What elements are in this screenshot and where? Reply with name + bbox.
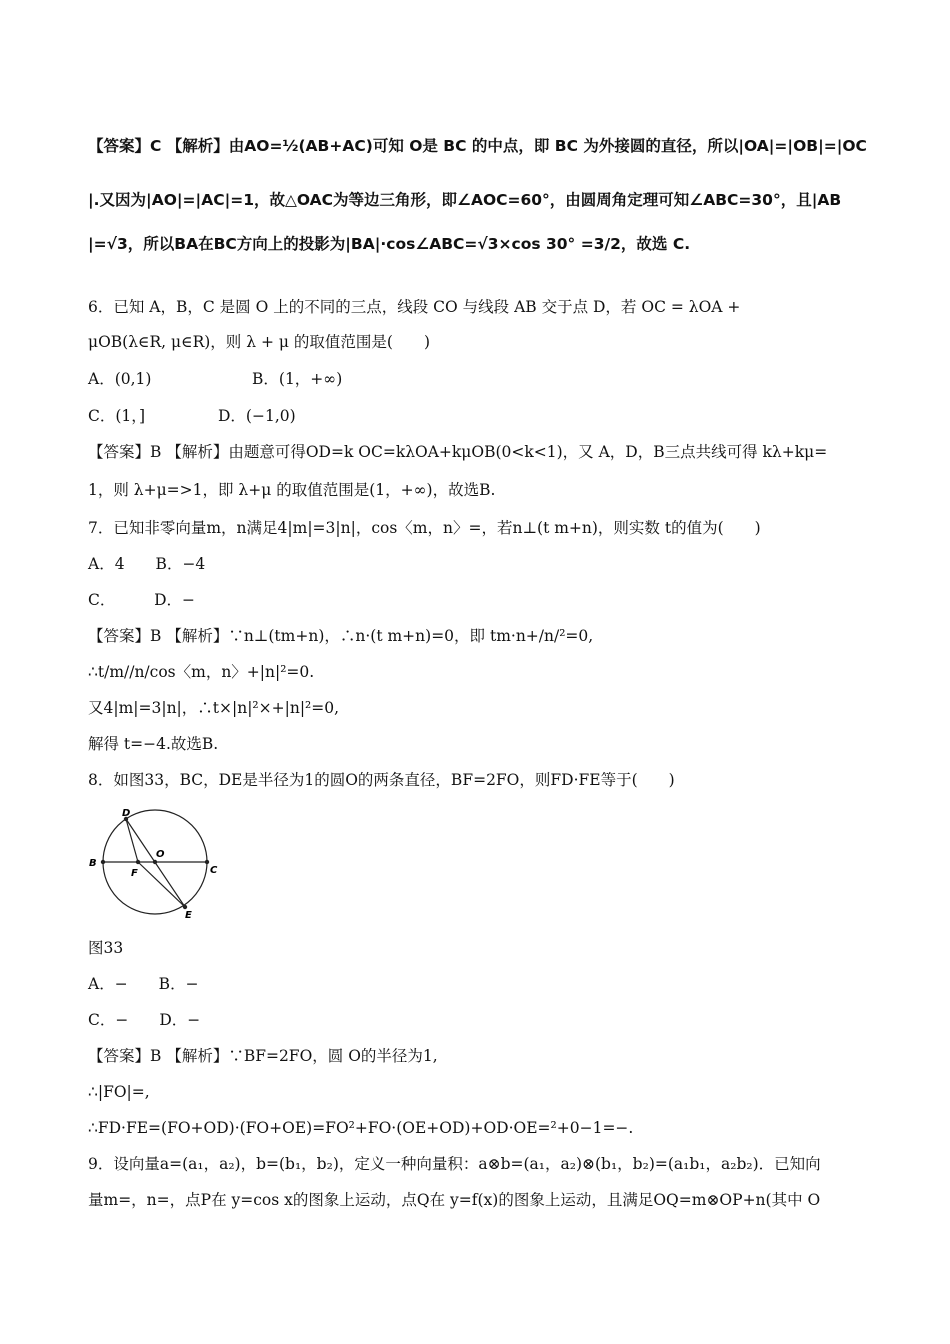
q6-stem-line-1: 6．已知 A，B，C 是圆 O 上的不同的三点，线段 CO 与线段 AB 交于点 D，若 OC = λOA + [88, 298, 741, 316]
segment-fd [126, 819, 138, 862]
q7-stem: 7．已知非零向量m，n满足4|m|=3|n|，cos〈m，n〉=，若n⊥(t m+n)，则实数 t的值为( ) [88, 519, 761, 537]
point-o [153, 860, 157, 864]
q5-answer-line-1: 【答案】C 【解析】由AO=½(AB+AC)可知 O是 BC 的中点，即 BC 为外接圆的直径，所以|OA|=|OB|=|OC [88, 137, 867, 155]
q7-answer-line-3: 又4|m|=3|n|，∴t×|n|²×+|n|²=0, [88, 699, 340, 717]
q7-answer-line-2: ∴t/m//n/cos〈m，n〉+|n|²=0. [88, 663, 315, 681]
figure-caption: 图33 [88, 939, 124, 957]
q8-options-cd: C．− D．− [88, 1011, 201, 1029]
q8-answer-line-1: 【答案】B 【解析】∵BF=2FO，圆 O的半径为1, [88, 1047, 438, 1065]
q9-stem-line-1: 9．设向量a=(a₁，a₂)，b=(b₁，b₂)，定义一种向量积：a⊗b=(a₁，a₂)⊗(b₁，b₂)=(a₁b₁，a₂b₂)．已知向 [88, 1155, 821, 1173]
q7-options-ab: A．4 B．−4 [88, 555, 206, 573]
q8-stem: 8．如图33，BC，DE是半径为1的圆O的两条直径，BF=2FO，则FD·FE等于( ) [88, 771, 675, 789]
q6-option-b: B．(1，+∞) [252, 370, 343, 388]
label-e: E [185, 910, 192, 918]
q6-answer-line-1: 【答案】B 【解析】由题意可得OD=k OC=kλOA+kμOB(0<k<1)，又 A，D，B三点共线可得 kλ+kμ= [88, 443, 828, 461]
figure-33-circle-diagram [86, 806, 226, 918]
q5-answer-line-3: |=√3，所以BA在BC方向上的投影为|BA|·cos∠ABC=√3×cos 30° =3/2，故选 C. [88, 235, 691, 253]
label-b: B [89, 858, 97, 869]
label-f: F [131, 868, 138, 879]
circle-diagram [86, 806, 226, 918]
label-o: O [156, 849, 165, 860]
label-c: C [210, 865, 218, 876]
q6-option-d: D．(−1,0) [218, 407, 296, 425]
q7-answer-line-1: 【答案】B 【解析】∵n⊥(tm+n)，∴n·(t m+n)=0，即 tm·n+/n/²=0, [88, 627, 594, 645]
point-b [101, 860, 105, 864]
point-f [136, 860, 140, 864]
point-c [205, 860, 209, 864]
q8-answer-line-3: ∴FD·FE=(FO+OD)·(FO+OE)=FO²+FO·(OE+OD)+OD·OE=²+0−1=−. [88, 1119, 634, 1137]
q5-answer-line-2: |.又因为|AO|=|AC|=1，故△OAC为等边三角形，即∠AOC=60°，由圆周角定理可知∠ABC=30°，且|AB [88, 191, 842, 209]
q6-stem-line-2: μOB(λ∈R, μ∈R)，则 λ + μ 的取值范围是( ) [88, 333, 430, 351]
q6-option-a: A．(0,1) [88, 370, 152, 388]
q6-option-c: C．(1，] [88, 407, 146, 425]
segment-fe [138, 862, 185, 907]
q6-answer-line-2: 1，则 λ+μ=>1，即 λ+μ 的取值范围是(1，+∞)，故选B. [88, 481, 496, 499]
q8-answer-line-2: ∴|FO|=, [88, 1083, 150, 1101]
q7-answer-line-4: 解得 t=−4.故选B. [88, 735, 219, 753]
q7-options-cd: C． D．− [88, 591, 196, 609]
q9-stem-line-2: 量m=，n=，点P在 y=cos x的图象上运动，点Q在 y=f(x)的图象上运动，且满足OQ=m⊗OP+n(其中 O [88, 1191, 821, 1209]
point-e [183, 905, 187, 909]
label-d: D [122, 808, 131, 819]
q8-options-ab: A．− B．− [88, 975, 199, 993]
